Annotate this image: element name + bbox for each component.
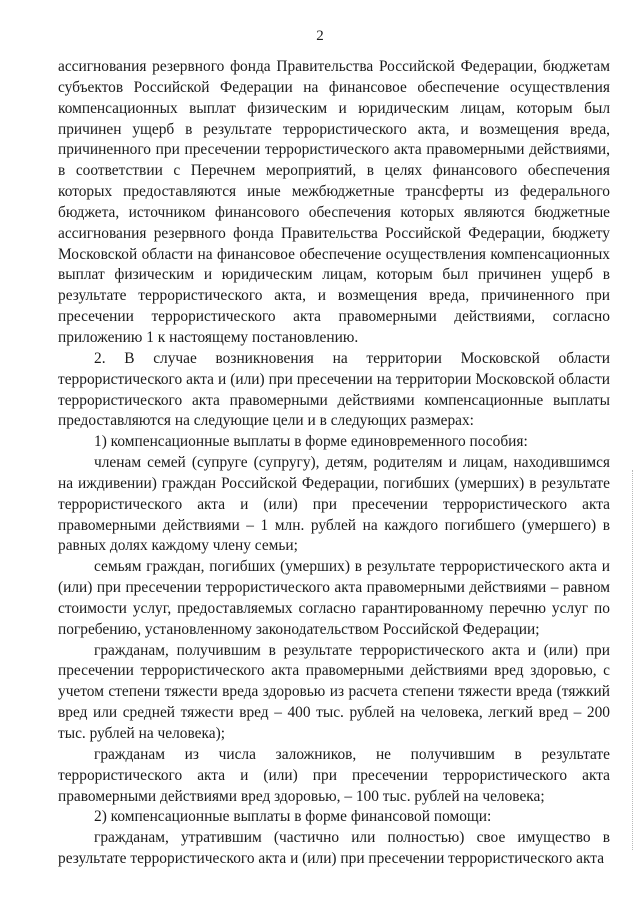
scan-edge-mark xyxy=(632,470,637,850)
paragraph-burial-services: семьям граждан, погибших (умерших) в результате террористического акта и (или) при пресечении террористического акта правомерными действиями – равном стоимости услуг, предоставляемых согласно гарантированному перечню услуг по погребению, установленному законодательством Российской Федерации; xyxy=(58,558,610,638)
paragraph-health-harm: гражданам, получившим в результате террористического акта и (или) при пресечении террористического акта правомерными действиями вред здоровью, с учетом степени тяжести вреда здоровью из расчета степени тяжести вреда (тяжкий вред или средней тяжести вред – 400 тыс. рублей на человека, легкий вред – 200 тыс. рублей на человека); xyxy=(58,641,610,742)
paragraph-item-2: 2. В случае возникновения на территории Московской области террористического акта и (или) при пресечении на территории Московской области террористического акта правомерными действиями компенсационные выплаты предоставляются на следующие цели и в следующих размерах: xyxy=(58,349,610,430)
paragraph-hostages: гражданам из числа заложников, не получившим в результате террористического акта и (или) при пресечении террористического акта правомерными действиями вред здоровью, – 100 тыс. рублей на человека; xyxy=(58,745,610,805)
paragraph-intro-continuation: ассигнования резервного фонда Правительства Российской Федерации, бюджетам субъектов Российской Федерации на финансовое обеспечение осуществления компенсационных выплат физическим и юридическим лицам, которым был причинен ущерб в результате террористического акта, и возмещения вреда, причиненного при пресечении террористического акта правомерными действиями, в соответствии с Перечнем мероприятий, в целях финансового обеспечения которых предоставляются иные межбюджетные трансферты из федерального бюджета, источником финансового обеспечения которых являются бюджетные ассигнования резервного фонда Правительства Российской Федерации, бюджету Московской области на финансовое обеспечение осуществления компенсационных выплат физическим и юридическим лицам, которым был причинен ущерб в результате террористического акта, и возмещения вреда, причиненного при пресечении террористического акта правомерными действиями, согласно приложению 1 к настоящему постановлению. xyxy=(58,58,610,346)
paragraph-family-members: членам семей (супруге (супругу), детям, родителям и лицам, находившимся на иждивении) граждан Российской Федерации, погибших (умерших) в результате террористического акта и (или) при пресечении террористического акта правомерными действиями – 1 млн. рублей на каждого погибшего (умершего) в равных долях каждому члену семьи; xyxy=(58,454,610,555)
paragraph-property-loss: гражданам, утратившим (частично или полностью) свое имущество в результате террористического акта и (или) при пресечении террористического акта xyxy=(58,829,610,868)
paragraph-subitem-2: 2) компенсационные выплаты в форме финансовой помощи: xyxy=(94,808,492,826)
document-body xyxy=(58,57,610,870)
page-number: 2 xyxy=(316,28,324,44)
paragraph-subitem-1: 1) компенсационные выплаты в форме единовременного пособия: xyxy=(94,433,528,451)
